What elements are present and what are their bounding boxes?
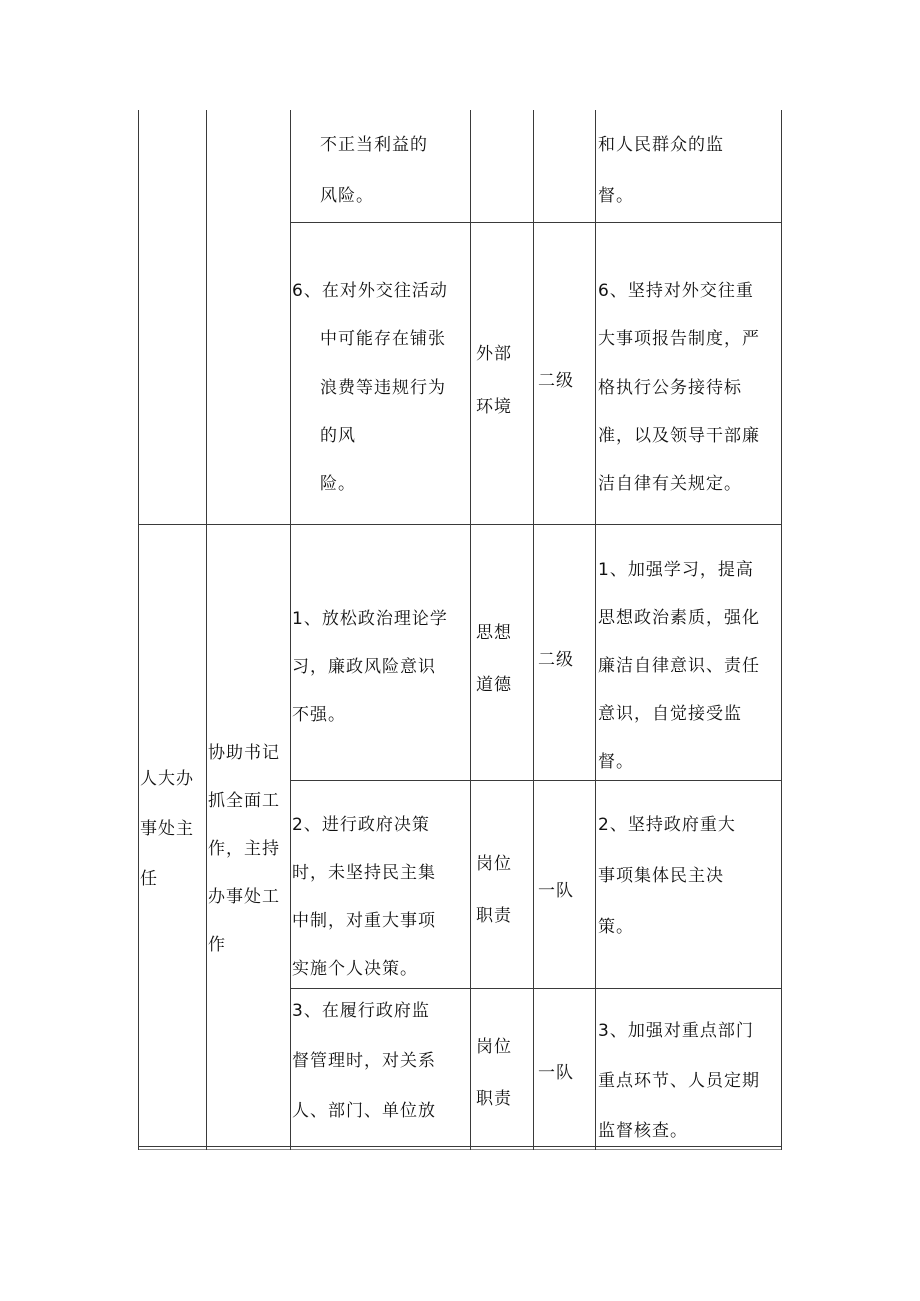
risk-text-line: 中制，对重大事项 xyxy=(292,911,436,931)
table-line-col-1 xyxy=(138,110,139,1150)
duty-text-line: 作，主持 xyxy=(208,839,280,859)
table-line-bottom xyxy=(138,1146,782,1147)
risk-text-line: 督管理时，对关系 xyxy=(292,1051,436,1071)
measure-text-line: 准，以及领导干部廉 xyxy=(598,426,760,446)
table-line-col-7 xyxy=(781,110,782,1150)
risk-text-line: 险。 xyxy=(320,474,356,494)
table-line-col-5 xyxy=(533,110,534,1150)
risk-type-line: 岗位 xyxy=(476,854,512,874)
risk-text-line: 2、进行政府决策 xyxy=(292,815,430,835)
measure-text-line: 1、加强学习，提高 xyxy=(598,560,754,580)
measure-text-line: 2、坚持政府重大 xyxy=(598,815,736,835)
duty-text-line: 抓全面工 xyxy=(208,791,280,811)
risk-type-line: 外部 xyxy=(476,344,512,364)
risk-text-line: 浪费等违规行为 xyxy=(320,378,446,398)
measure-text-line: 重点环节、人员定期 xyxy=(598,1071,760,1091)
risk-text-line: 时，未坚持民主集 xyxy=(292,863,436,883)
risk-text-line: 人、部门、单位放 xyxy=(292,1101,436,1121)
risk-level-text: 二级 xyxy=(538,650,574,670)
table-line-row-divider-2 xyxy=(138,524,782,525)
risk-level-text: 一队 xyxy=(538,1063,574,1083)
table-line-bottom-double xyxy=(138,1149,782,1150)
duty-text-line: 协助书记 xyxy=(208,743,280,763)
measure-text-line: 意识，自觉接受监 xyxy=(598,704,742,724)
measure-text-line: 洁自律有关规定。 xyxy=(598,474,742,494)
risk-type-line: 岗位 xyxy=(476,1037,512,1057)
measure-text-line: 格执行公务接待标 xyxy=(598,378,742,398)
measure-text-line: 督。 xyxy=(598,186,634,206)
table-line-row-divider-3 xyxy=(290,780,782,781)
measure-text-line: 廉洁自律意识、责任 xyxy=(598,656,760,676)
risk-type-line: 职责 xyxy=(476,906,512,926)
table-line-col-3 xyxy=(290,110,291,1150)
risk-text-line: 风险。 xyxy=(320,186,374,206)
duty-text-line: 办事处工 xyxy=(208,887,280,907)
table-line-col-6 xyxy=(595,110,596,1150)
position-text-line: 人大办 xyxy=(140,769,194,789)
risk-level-text: 二级 xyxy=(538,371,574,391)
measure-text-line: 大事项报告制度，严 xyxy=(598,329,760,349)
table-line-col-2 xyxy=(206,110,207,1150)
measure-text-line: 6、坚持对外交往重 xyxy=(598,281,754,301)
measure-text-line: 监督核查。 xyxy=(598,1121,688,1141)
measure-text-line: 策。 xyxy=(598,917,634,937)
risk-type-line: 环境 xyxy=(476,397,512,417)
risk-type-line: 道德 xyxy=(476,675,512,695)
risk-text-line: 习，廉政风险意识 xyxy=(292,657,436,677)
risk-text-line: 不正当利益的 xyxy=(320,135,428,155)
table-line-row-divider-4 xyxy=(290,988,782,989)
risk-text-line: 中可能存在铺张 xyxy=(320,329,446,349)
risk-text-line: 3、在履行政府监 xyxy=(292,1001,430,1021)
table-line-col-4 xyxy=(470,110,471,1150)
measure-text-line: 思想政治素质，强化 xyxy=(598,608,760,628)
measure-text-line: 督。 xyxy=(598,752,634,772)
measure-text-line: 事项集体民主决 xyxy=(598,866,724,886)
measure-text-line: 和人民群众的监 xyxy=(598,135,724,155)
risk-type-line: 思想 xyxy=(476,623,512,643)
duty-text-line: 作 xyxy=(208,935,226,955)
risk-text-line: 6、在对外交往活动 xyxy=(292,281,448,301)
measure-text-line: 3、加强对重点部门 xyxy=(598,1021,754,1041)
risk-type-line: 职责 xyxy=(476,1089,512,1109)
risk-text-line: 不强。 xyxy=(292,705,346,725)
risk-text-line: 的风 xyxy=(320,426,356,446)
table-line-row-divider-1 xyxy=(290,222,782,223)
risk-level-text: 一队 xyxy=(538,881,574,901)
position-text-line: 事处主 xyxy=(140,819,194,839)
risk-text-line: 实施个人决策。 xyxy=(292,959,418,979)
position-text-line: 任 xyxy=(140,869,158,889)
risk-text-line: 1、放松政治理论学 xyxy=(292,609,448,629)
